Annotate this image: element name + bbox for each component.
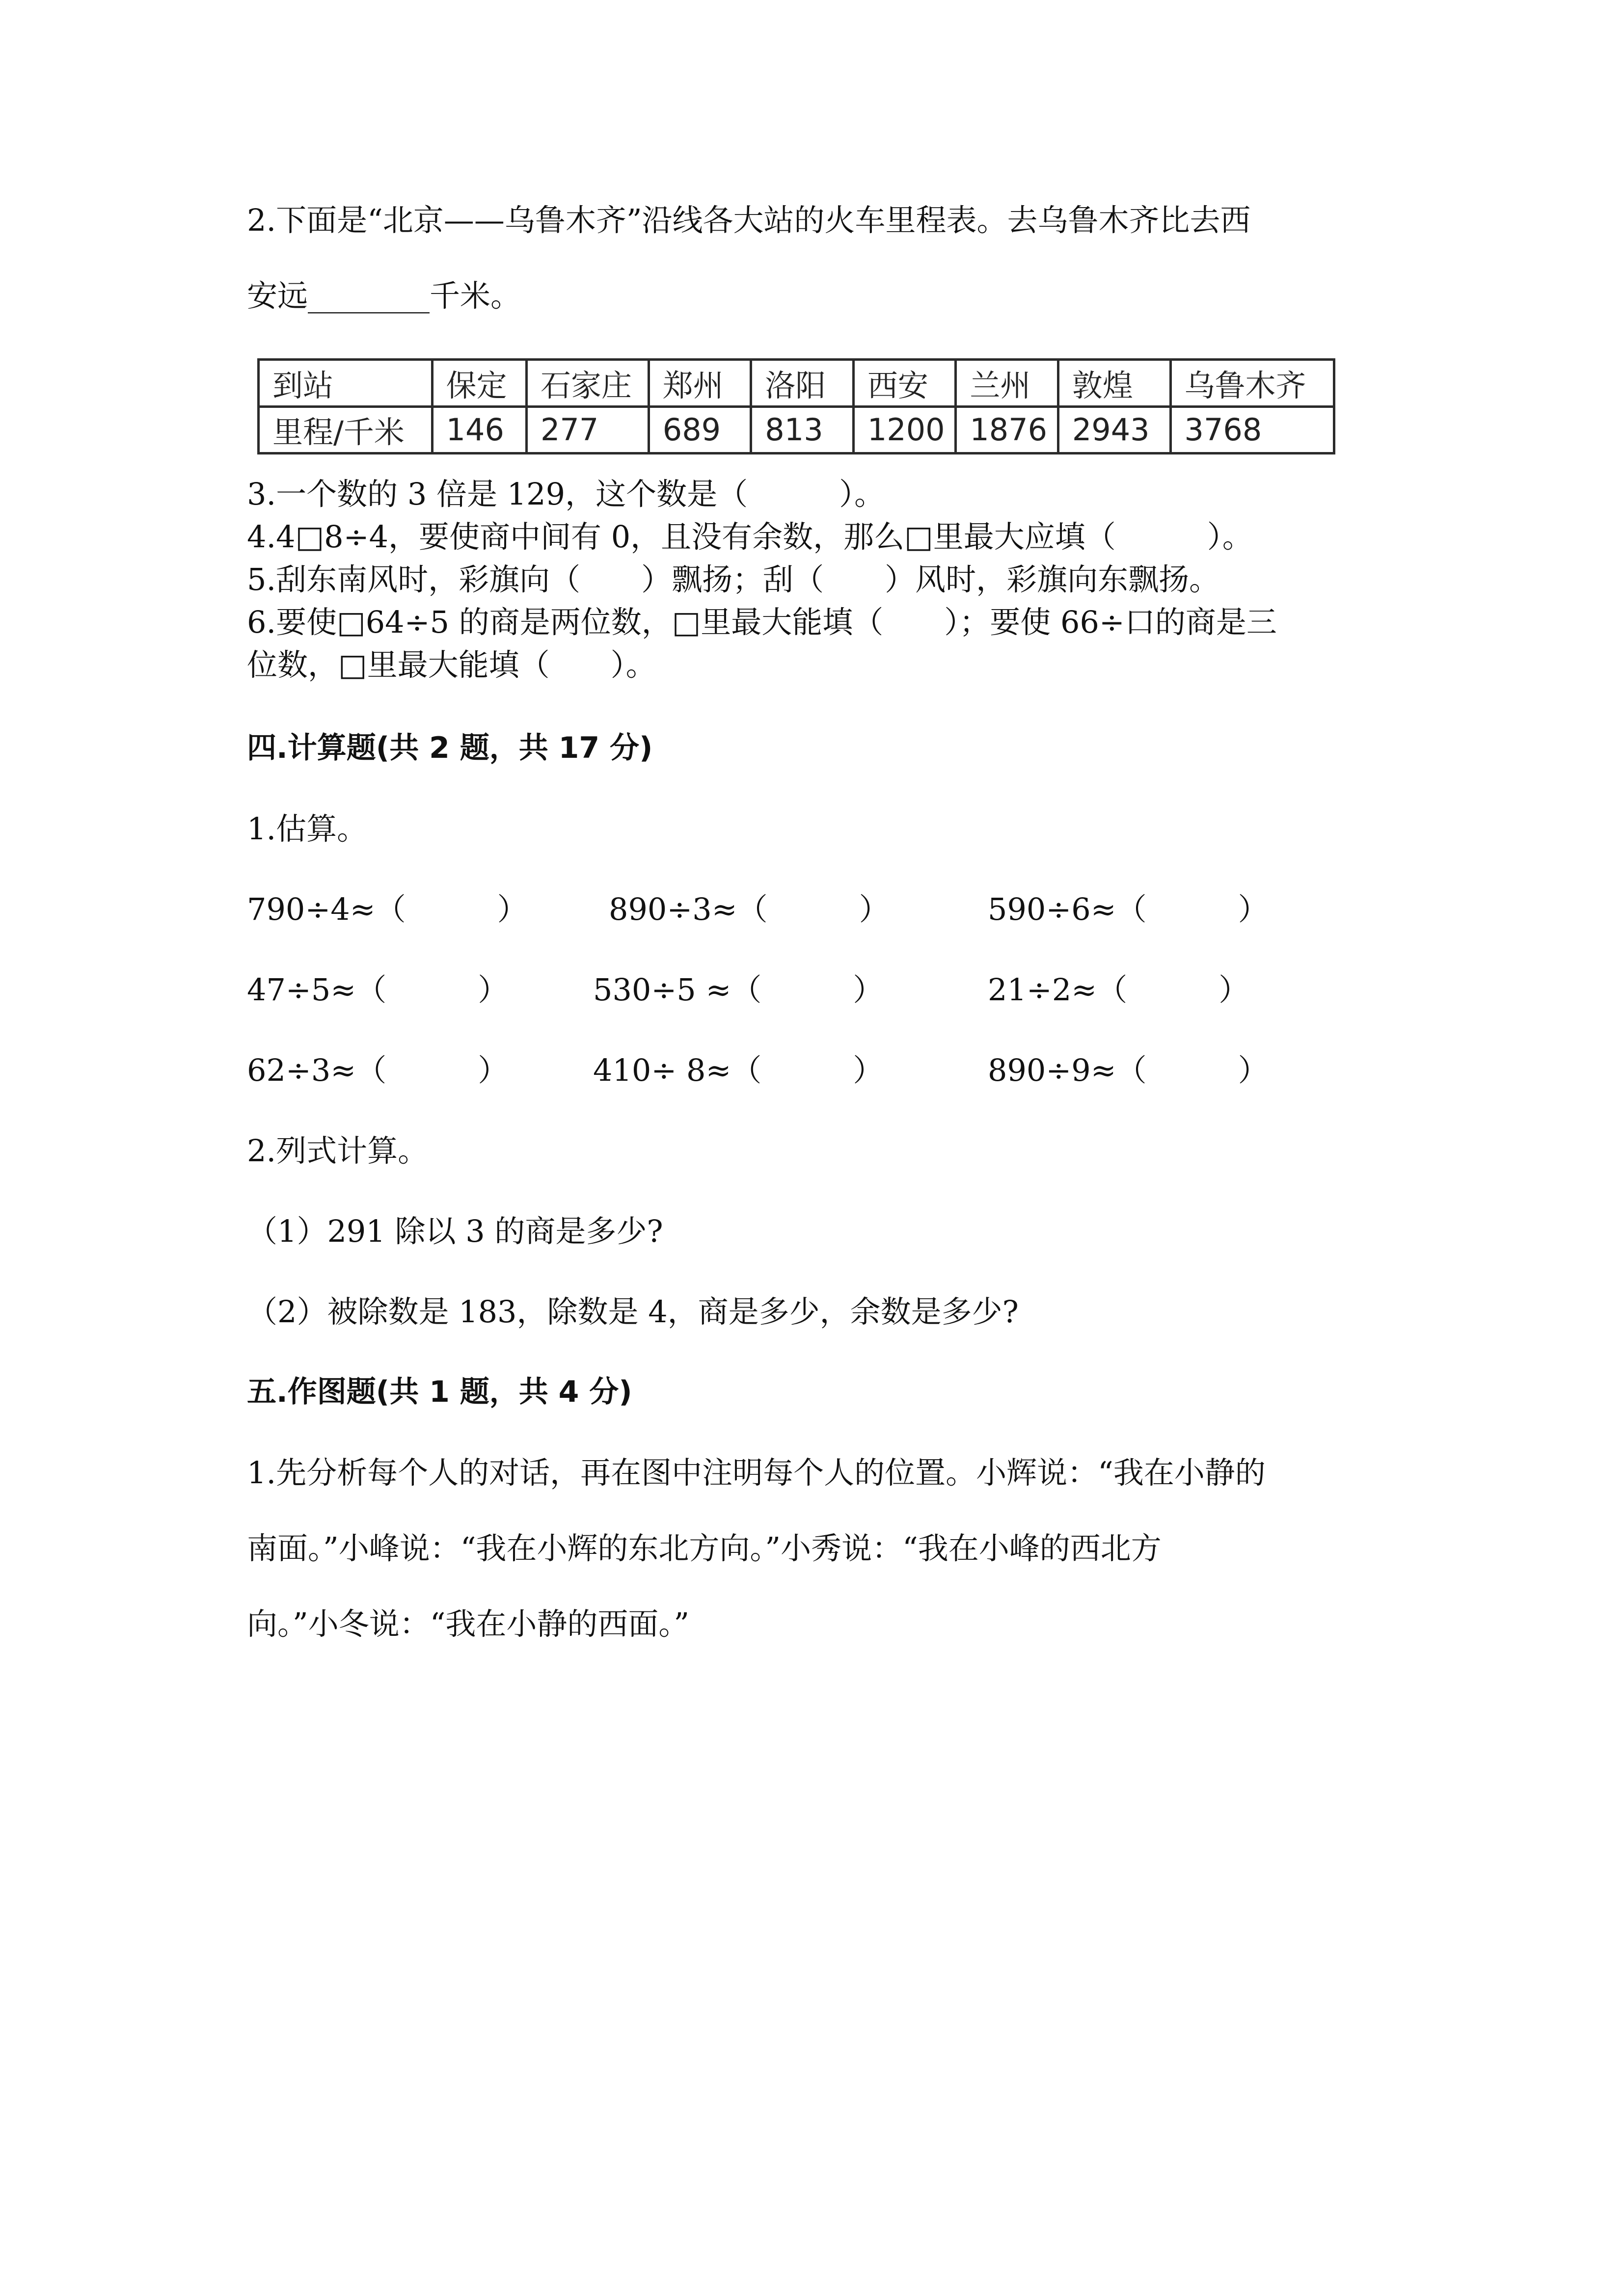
drawing-question-line-2: 南面。”小峰说：“我在小辉的东北方向。”小秀说：“我在小峰的西北方 <box>247 1530 1162 1566</box>
table-cell: 郑州 <box>649 360 751 407</box>
mileage-table <box>257 358 1335 454</box>
estimate-item: 62÷3≈（ ） <box>247 1052 509 1088</box>
calculation-item-2: （2）被除数是 183，除数是 4，商是多少，余数是多少? <box>247 1294 1019 1330</box>
table-header-row <box>259 360 1334 407</box>
table-cell: 洛阳 <box>751 360 854 407</box>
estimate-item: 890÷9≈（ ） <box>988 1052 1269 1088</box>
estimate-title: 1.估算。 <box>247 811 368 847</box>
question-6-line-2: 位数，□里最大能填（ ）。 <box>247 647 656 683</box>
table-cell: 兰州 <box>956 360 1058 407</box>
estimate-item: 410÷ 8≈（ ） <box>593 1052 884 1088</box>
table-cell: 石家庄 <box>526 360 649 407</box>
table-cell: 2943 <box>1058 406 1170 454</box>
question-4: 4.4□8÷4，要使商中间有 0，且没有余数，那么□里最大应填（ ）。 <box>247 519 1253 555</box>
question-5: 5.刮东南风时，彩旗向（ ）飘扬；刮（ ）风时，彩旗向东飘扬。 <box>247 561 1220 597</box>
calculation-title: 2.列式计算。 <box>247 1133 429 1169</box>
table-cell: 保定 <box>432 360 526 407</box>
table-cell: 到站 <box>259 360 433 407</box>
table-cell: 689 <box>649 406 751 454</box>
drawing-question-line-3: 向。”小冬说：“我在小静的西面。” <box>247 1606 690 1642</box>
table-cell: 里程/千米 <box>259 406 433 454</box>
table-cell: 西安 <box>853 360 956 407</box>
calculation-item-1: （1）291 除以 3 的商是多少? <box>247 1213 663 1249</box>
question-6-line-1: 6.要使□64÷5 的商是两位数，□里最大能填（ ）；要使 66÷口的商是三 <box>247 604 1277 640</box>
question-2-line-1: 2.下面是“北京——乌鲁木齐”沿线各大站的火车里程表。去乌鲁木齐比去西 <box>247 202 1251 238</box>
section-5-heading: 五.作图题(共 1 题，共 4 分) <box>247 1375 632 1409</box>
table-cell: 1876 <box>956 406 1058 454</box>
table-cell: 813 <box>751 406 854 454</box>
estimate-item: 21÷2≈（ ） <box>988 972 1249 1008</box>
table-cell: 277 <box>526 406 649 454</box>
estimate-item: 890÷3≈（ ） <box>609 891 890 927</box>
table-cell: 乌鲁木齐 <box>1170 360 1334 407</box>
estimate-item: 47÷5≈（ ） <box>247 972 509 1008</box>
estimate-item: 530÷5 ≈（ ） <box>593 972 884 1008</box>
question-3: 3.一个数的 3 倍是 129，这个数是（ ）。 <box>247 476 885 512</box>
table-cell: 3768 <box>1170 406 1334 454</box>
table-cell: 1200 <box>853 406 956 454</box>
section-4-heading: 四.计算题(共 2 题，共 17 分) <box>247 731 653 765</box>
estimate-item: 790÷4≈（ ） <box>247 891 528 927</box>
table-cell: 146 <box>432 406 526 454</box>
table-row <box>259 406 1334 454</box>
question-2-line-2: 安远________千米。 <box>247 278 521 314</box>
drawing-question-line-1: 1.先分析每个人的对话，再在图中注明每个人的位置。小辉说：“我在小静的 <box>247 1455 1266 1491</box>
estimate-item: 590÷6≈（ ） <box>988 891 1269 927</box>
table-cell: 敦煌 <box>1058 360 1170 407</box>
